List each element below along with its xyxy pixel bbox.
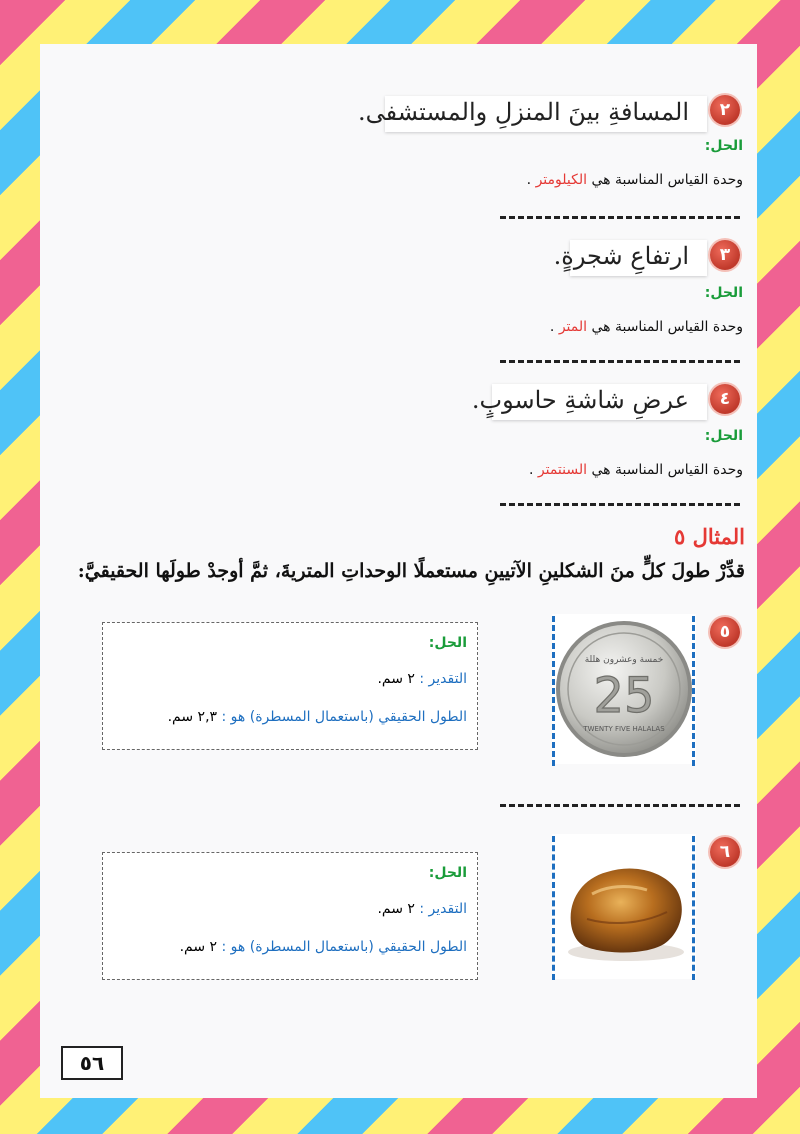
coin-right-measure-line [692, 616, 695, 766]
question-3-answer [550, 319, 743, 335]
date-image-frame [552, 834, 696, 979]
actual-label: الطول الحقيقي (باستعمال المسطرة) هو : [221, 939, 467, 955]
question-3-text: ارتفاعِ شجرةٍ. [553, 242, 689, 270]
estimate-label: التقدير : [419, 671, 467, 687]
answer-end: . [528, 462, 534, 478]
question-4-number-badge: ٤ [710, 384, 740, 414]
estimate-value: ٢ سم. [377, 671, 415, 687]
answer-prefix: وحدة القياس المناسبة هي [591, 319, 743, 335]
coin-top-text: خمسة وعشرون هللة [584, 655, 664, 665]
shape-6-solution-box [102, 852, 478, 980]
answer-end: . [549, 319, 555, 335]
coin-number: 25 [593, 668, 655, 724]
answer-end: . [526, 172, 532, 188]
shape-6-number-badge: ٦ [710, 837, 740, 867]
estimate-label: التقدير : [419, 901, 467, 917]
shape-5-number-badge: ٥ [710, 617, 740, 647]
shape-6-estimate [377, 901, 467, 917]
shape-5-estimate [377, 671, 467, 687]
answer-unit: السنتمتر [537, 462, 588, 478]
answer-unit: المتر [558, 319, 588, 335]
answer-prefix: وحدة القياس المناسبة هي [591, 172, 743, 188]
separator-4 [500, 804, 740, 807]
shape-5-actual [168, 709, 467, 725]
coin-bottom-text: TWENTY FIVE HALALAS [583, 725, 665, 733]
question-2-answer [527, 172, 743, 188]
coin-left-measure-line [552, 616, 555, 766]
actual-value: ٢,٣ سم. [167, 709, 218, 725]
date-left-measure-line [552, 836, 555, 980]
answer-prefix: وحدة القياس المناسبة هي [591, 462, 743, 478]
page-paper [40, 44, 757, 1098]
coin-image-frame [552, 614, 696, 764]
shape-6-solution-label: الحل: [428, 865, 467, 881]
page-number: ٥٦ [79, 1051, 105, 1075]
date-fruit-image [552, 834, 696, 979]
shape-6-actual [180, 939, 467, 955]
shape-5-solution-box [102, 622, 478, 750]
coin-25-halalas-image [552, 614, 696, 764]
estimate-value: ٢ سم. [377, 901, 415, 917]
page-number-box [61, 1046, 123, 1080]
example-title: المثال ٥ [674, 524, 745, 549]
question-2-text: المسافةِ بينَ المنزلِ والمستشفى. [357, 98, 689, 126]
actual-label: الطول الحقيقي (باستعمال المسطرة) هو : [221, 709, 467, 725]
question-4-solution-label: الحل: [704, 428, 743, 444]
actual-value: ٢ سم. [179, 939, 218, 955]
question-2-number-badge: ٢ [710, 95, 740, 125]
shape-5-solution-label: الحل: [428, 635, 467, 651]
example-instruction: قدِّرْ طولَ كلٍّ منَ الشكلينِ الآتيينِ مستعملًا الوحداتِ المتريةَ، ثمَّ أوجدْ طولَها الحقيقيَّ: [77, 560, 745, 582]
question-3-solution-label: الحل: [704, 285, 743, 301]
date-right-measure-line [692, 836, 695, 980]
question-4-text: عرضِ شاشةِ حاسوبٍ. [471, 386, 689, 414]
separator-2 [500, 360, 740, 363]
separator-3 [500, 503, 740, 506]
question-4-answer [529, 462, 743, 478]
question-3-number-badge: ٣ [710, 240, 740, 270]
separator-1 [500, 216, 740, 219]
question-2-solution-label: الحل: [704, 138, 743, 154]
answer-unit: الكيلومتر [535, 172, 588, 188]
